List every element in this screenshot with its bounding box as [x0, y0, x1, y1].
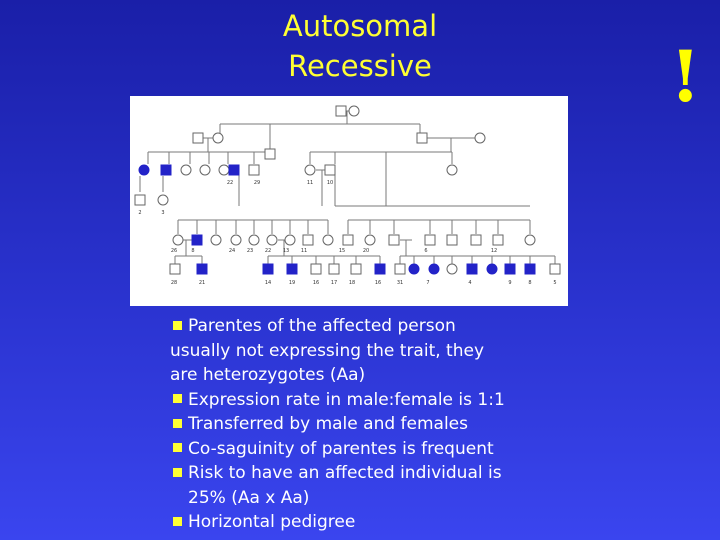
- female: [200, 165, 210, 175]
- exclamation-mark: !: [670, 35, 701, 118]
- affected-male: [192, 235, 202, 245]
- bullet-text: Horizontal pedigree: [188, 512, 356, 532]
- male: [325, 165, 335, 175]
- female: [305, 165, 315, 175]
- male: [311, 264, 321, 274]
- female: [181, 165, 191, 175]
- bullet-line: [170, 363, 710, 388]
- affected-female: [429, 264, 439, 274]
- affected-male: [375, 264, 385, 274]
- pedigree-number: 13: [282, 248, 290, 254]
- pedigree-number: 22: [226, 180, 234, 186]
- male: [471, 235, 481, 245]
- pedigree-chart: [130, 96, 568, 306]
- male: [351, 264, 361, 274]
- affected-male: [525, 264, 535, 274]
- pedigree-number: 15: [338, 248, 346, 254]
- bullet-line: [170, 339, 710, 364]
- affected-male: [467, 264, 477, 274]
- bullet-text: Co-saguinity of parentes is frequent: [188, 438, 494, 459]
- female: [231, 235, 241, 245]
- pedigree-number: 21: [198, 280, 206, 286]
- pedigree-number: 11: [306, 180, 314, 186]
- male: [550, 264, 560, 274]
- bullet-marker-icon: [173, 394, 182, 403]
- female: [158, 195, 168, 205]
- pedigree-number: 17: [330, 280, 338, 286]
- bullet-text: usually not expressing the trait, they: [170, 340, 485, 361]
- pedigree-number: 29: [253, 180, 261, 186]
- bullet-line: [170, 461, 710, 486]
- female: [525, 235, 535, 245]
- pedigree-svg: [130, 96, 568, 306]
- female: [475, 133, 485, 143]
- pedigree-number: 28: [170, 280, 178, 286]
- affected-female: [409, 264, 419, 274]
- male: [135, 195, 145, 205]
- bullet-text: 25% (Aa x Aa): [188, 487, 310, 508]
- male: [193, 133, 203, 143]
- affected-male: [197, 264, 207, 274]
- bullet-line: [170, 314, 710, 339]
- female: [349, 106, 359, 116]
- pedigree-number: 12: [490, 248, 498, 254]
- female: [285, 235, 295, 245]
- pedigree-number: 14: [264, 280, 272, 286]
- bullet-marker-icon: [173, 419, 182, 428]
- female: [447, 264, 457, 274]
- male: [417, 133, 427, 143]
- male: [249, 165, 259, 175]
- affected-male: [229, 165, 239, 175]
- pedigree-number: 16: [374, 280, 382, 286]
- pedigree-number: 19: [288, 280, 296, 286]
- bullet-list: [170, 314, 710, 535]
- female: [249, 235, 259, 245]
- pedigree-number: 8: [191, 248, 195, 254]
- bullet-line: [170, 388, 710, 413]
- pedigree-number: 22: [264, 248, 272, 254]
- male: [493, 235, 503, 245]
- male: [425, 235, 435, 245]
- male: [329, 264, 339, 274]
- bullet-text: Risk to have an affected individual is: [188, 463, 502, 483]
- male: [447, 235, 457, 245]
- pedigree-number: 2: [138, 210, 142, 216]
- affected-female: [487, 264, 497, 274]
- pedigree-number: 23: [246, 248, 254, 254]
- bullet-text: Parentes of the affected person: [188, 316, 456, 336]
- female: [173, 235, 183, 245]
- female: [323, 235, 333, 245]
- pedigree-number: 16: [312, 280, 320, 286]
- female: [219, 165, 229, 175]
- title-line-2: Recessive: [288, 49, 432, 83]
- bullet-line: [170, 510, 710, 535]
- slide-title: [230, 6, 490, 86]
- bullet-line: [170, 437, 710, 462]
- pedigree-number: 10: [326, 180, 334, 186]
- pedigree-number: 6: [424, 248, 428, 254]
- affected-female: [139, 165, 149, 175]
- pedigree-number: 20: [362, 248, 370, 254]
- pedigree-number: 26: [170, 248, 178, 254]
- female: [211, 235, 221, 245]
- pedigree-number: 3: [161, 210, 165, 216]
- pedigree-number: 4: [468, 280, 472, 286]
- bullet-text: Expression rate in male:female is 1:1: [188, 389, 505, 410]
- affected-male: [287, 264, 297, 274]
- bullet-marker-icon: [173, 443, 182, 452]
- bullet-text: Transferred by male and females: [188, 414, 468, 434]
- bullet-text: are heterozygotes (Aa): [170, 365, 366, 385]
- male: [389, 235, 399, 245]
- pedigree-number: 8: [528, 280, 532, 286]
- bullet-marker-icon: [173, 517, 182, 526]
- male: [336, 106, 346, 116]
- title-line-1: Autosomal: [282, 9, 438, 43]
- male: [343, 235, 353, 245]
- female: [447, 165, 457, 175]
- female: [267, 235, 277, 245]
- male: [265, 149, 275, 159]
- affected-male: [161, 165, 171, 175]
- male: [170, 264, 180, 274]
- pedigree-number: 24: [228, 248, 236, 254]
- bullet-marker-icon: [173, 468, 182, 477]
- affected-male: [263, 264, 273, 274]
- pedigree-number: 11: [300, 248, 308, 254]
- affected-male: [505, 264, 515, 274]
- pedigree-number: 18: [348, 280, 356, 286]
- bullet-line: [170, 486, 710, 511]
- pedigree-number: 31: [396, 280, 404, 286]
- pedigree-number: 5: [553, 280, 557, 286]
- male: [303, 235, 313, 245]
- female: [213, 133, 223, 143]
- male: [395, 264, 405, 274]
- female: [365, 235, 375, 245]
- pedigree-number: 7: [426, 280, 430, 286]
- pedigree-number: 9: [508, 280, 512, 286]
- bullet-line: [170, 412, 710, 437]
- bullet-marker-icon: [173, 321, 182, 330]
